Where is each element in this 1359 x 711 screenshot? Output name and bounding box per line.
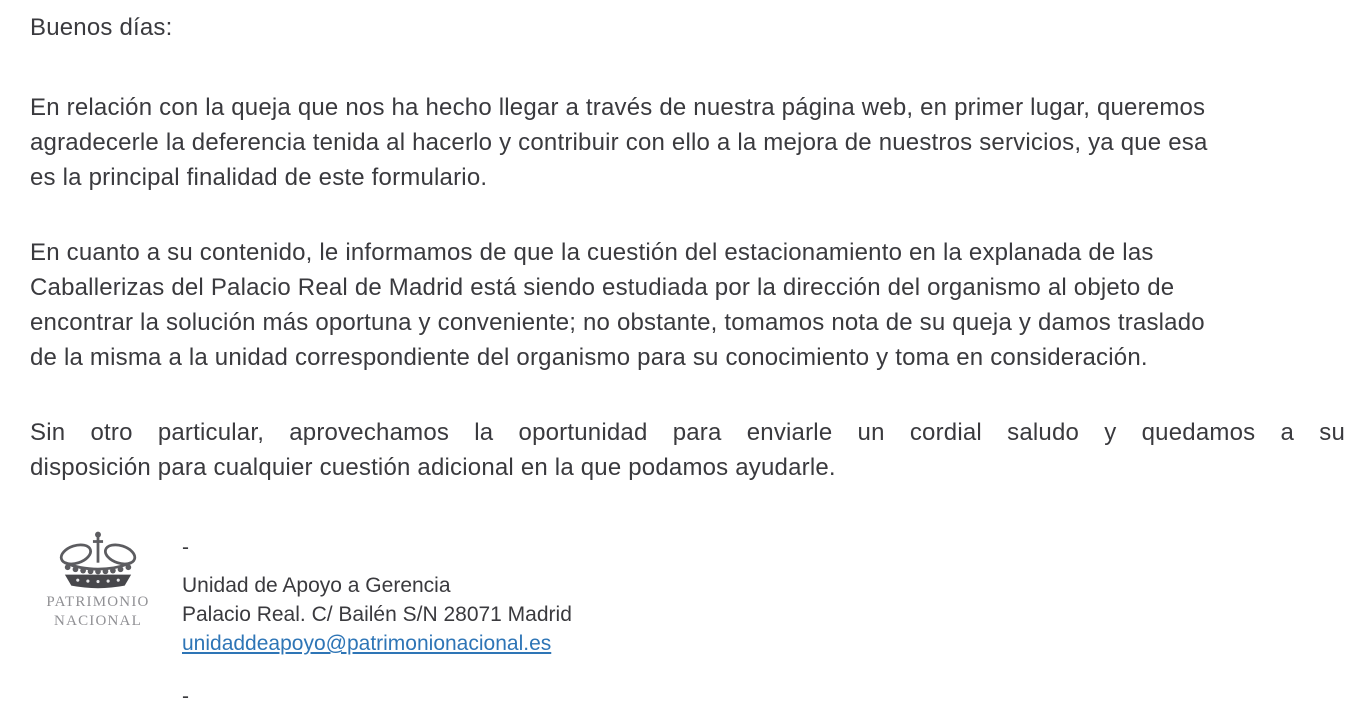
text-line: es la principal finalidad de este formulario.	[30, 164, 488, 191]
paragraph-closing	[30, 415, 1345, 485]
text-line: de la misma a la unidad correspondiente del organismo para su conocimiento y toma en consideración.	[30, 344, 1148, 371]
royal-crown-icon	[52, 529, 144, 589]
text-line: agradecerle la deferencia tenida al hacerlo y contribuir con ello a la mejora de nuestros servicios, ya que esa	[30, 129, 1208, 156]
signature-block	[30, 525, 1345, 658]
logo-org-name-line2: NACIONAL	[54, 613, 142, 629]
text-line: disposición para cualquier cuestión adicional en la que podamos ayudarle.	[30, 454, 836, 481]
text-line: En cuanto a su contenido, le informamos de que la cuestión del estacionamiento en la explanada de las	[30, 239, 1154, 266]
paragraph-intro	[30, 90, 1345, 195]
text-line: En relación con la queja que nos ha hecho llegar a través de nuestra página web, en primer lugar, queremos	[30, 94, 1206, 121]
greeting-text: Buenos días:	[30, 14, 173, 41]
signature-unit-name: Unidad de Apoyo a Gerencia	[182, 574, 451, 597]
signature-text-column	[182, 525, 572, 658]
signature-separator-bottom: -	[182, 685, 189, 708]
logo-org-name-line1: PATRIMONIO	[46, 594, 150, 610]
patrimonio-nacional-logo	[36, 525, 160, 631]
text-line: Sin otro particular, aprovechamos la oportunidad para enviarle un cordial saludo y quedamos a su	[30, 419, 1345, 446]
text-line: encontrar la solución más oportuna y conveniente; no obstante, tomamos nota de su queja y damos traslado	[30, 309, 1205, 336]
paragraph-content	[30, 235, 1345, 375]
text-line: Caballerizas del Palacio Real de Madrid está siendo estudiada por la dirección del organismo al objeto de	[30, 274, 1175, 301]
email-link[interactable]: unidaddeapoyo@patrimonionacional.es	[182, 632, 552, 655]
signature-separator-top: -	[182, 536, 189, 559]
signature-address: Palacio Real. C/ Bailén S/N 28071 Madrid	[182, 603, 572, 626]
